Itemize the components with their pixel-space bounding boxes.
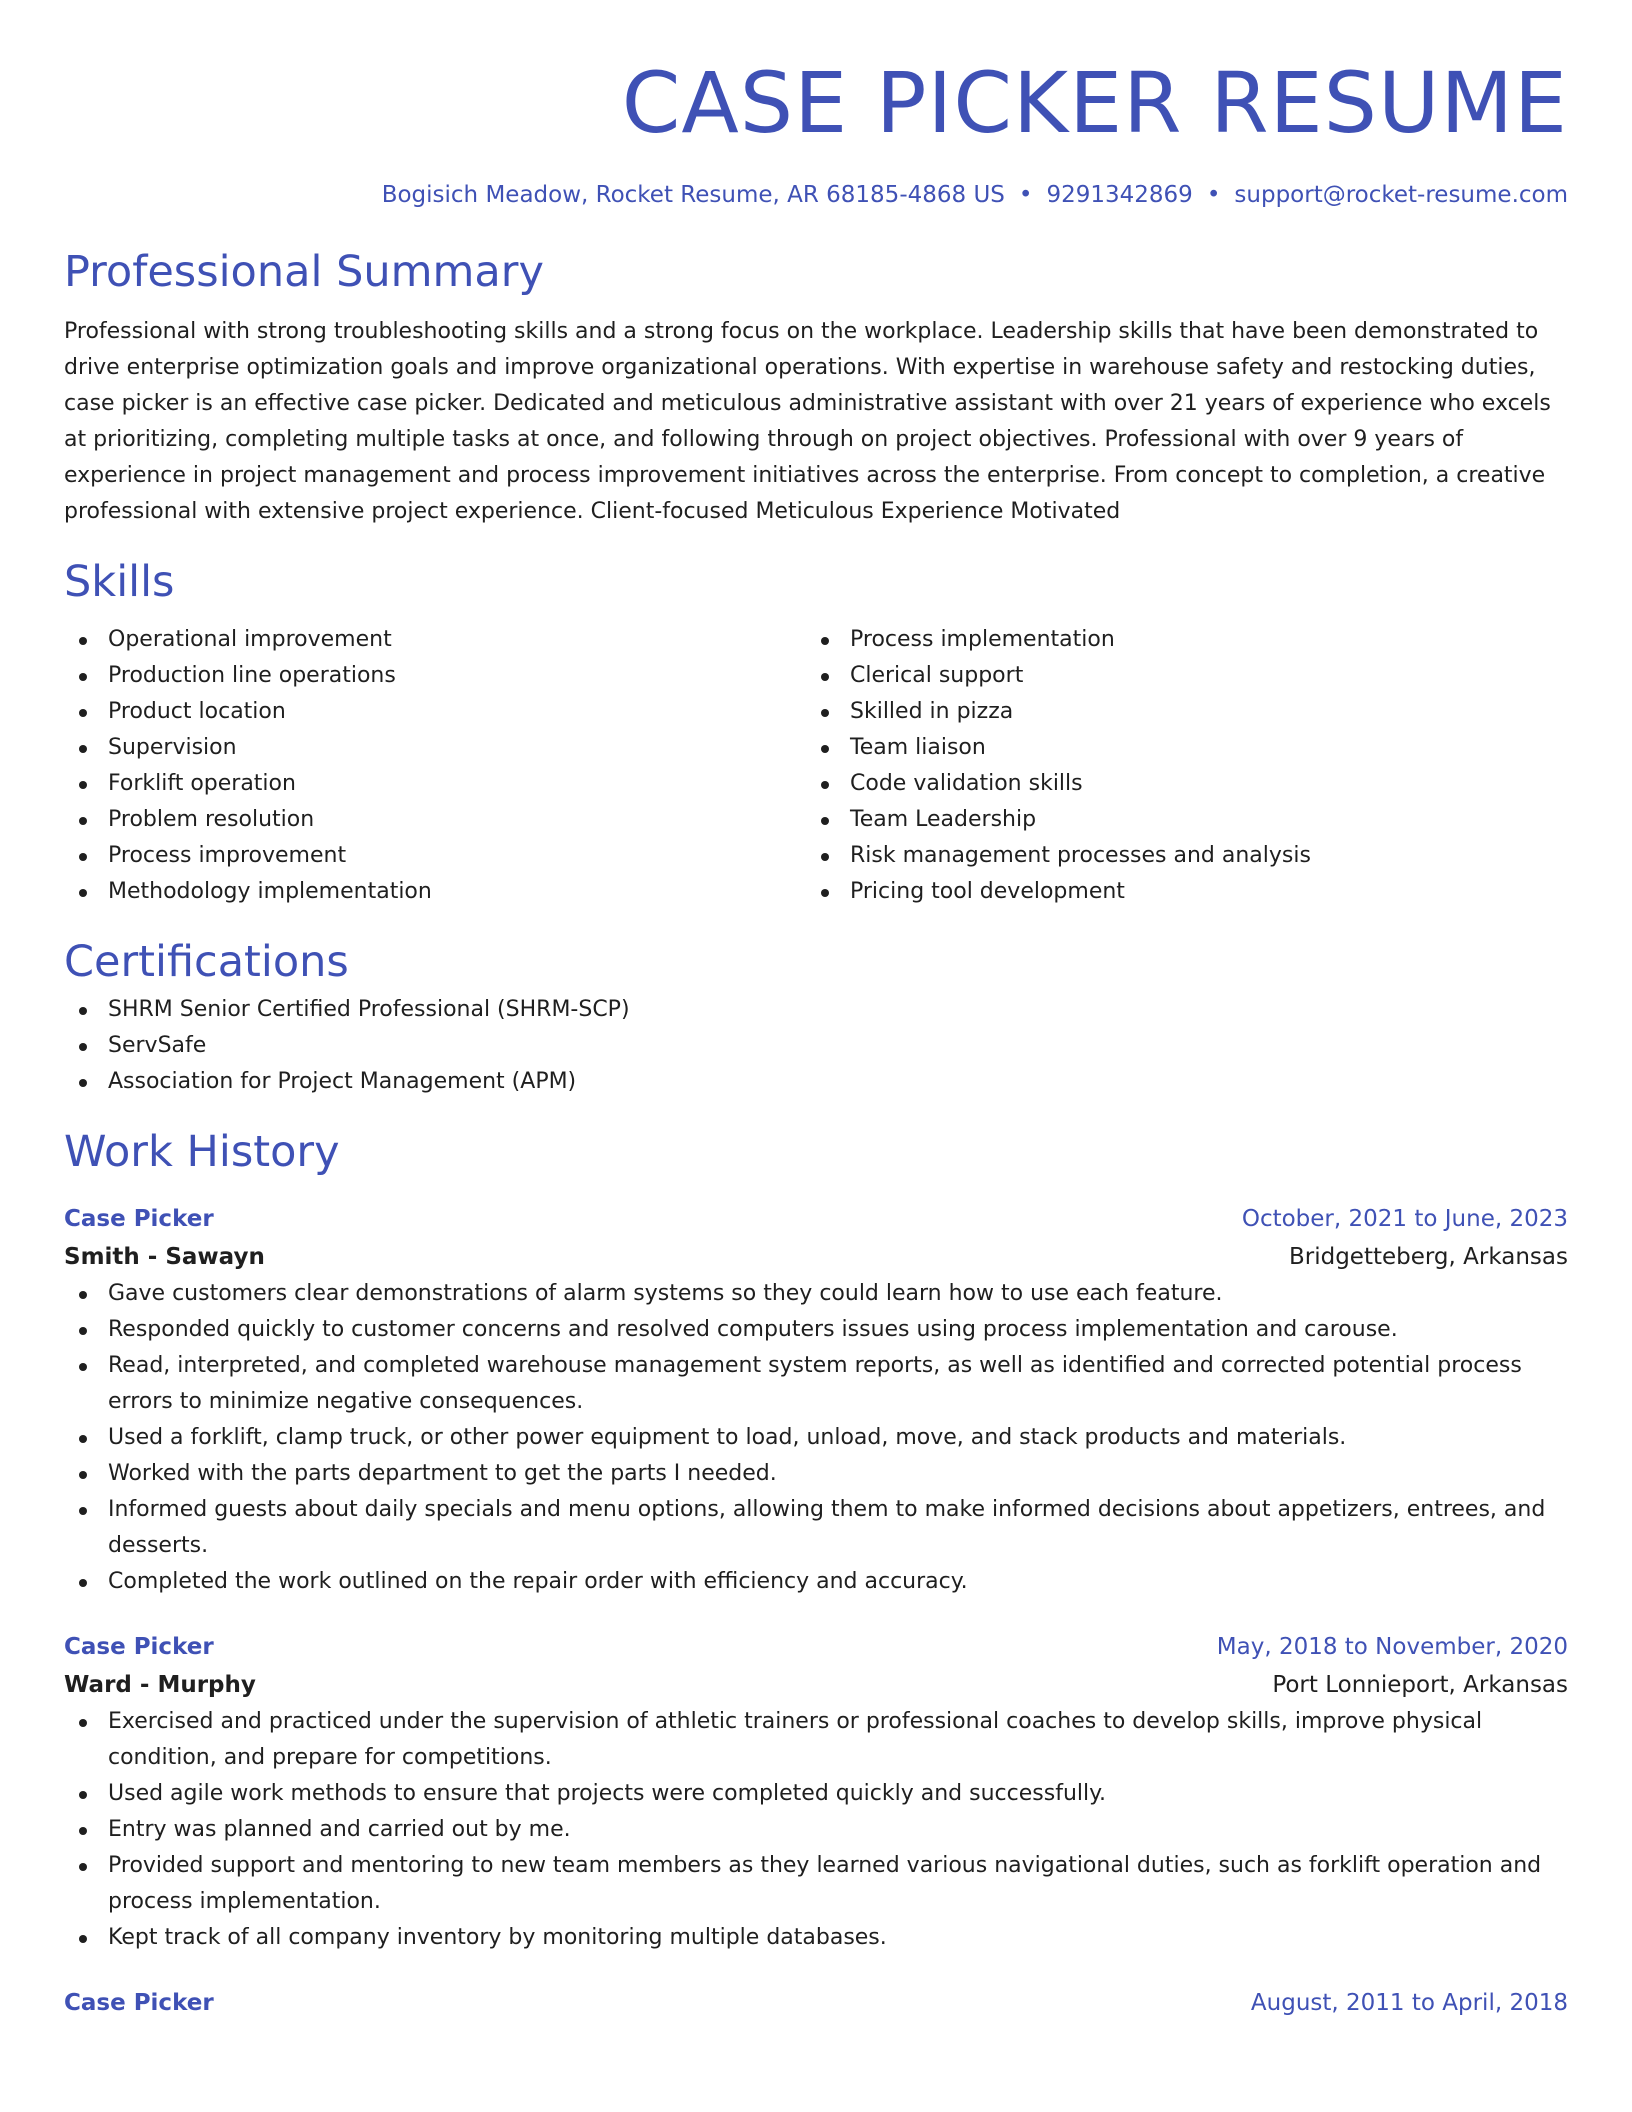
job-company: Ward - Murphy: [64, 1672, 256, 1698]
job-bullet: Responded quickly to customer concerns and resolved computers issues using process implementation and carouse.: [64, 1312, 1568, 1348]
skill-item: Skilled in pizza: [806, 694, 1548, 730]
job-bullet: Read, interpreted, and completed warehouse management system reports, as well as identified and corrected potential process errors to minimize negative consequences.: [64, 1348, 1568, 1420]
skill-item: Operational improvement: [64, 622, 806, 658]
certifications-list: [64, 992, 1568, 1100]
job-dates: August, 2011 to April, 2018: [1250, 1990, 1568, 2016]
job-bullet: Informed guests about daily specials and menu options, allowing them to make informed decisions about appetizers, entrees, and desserts.: [64, 1492, 1568, 1564]
skills-list-left: [64, 622, 806, 910]
skill-item: Clerical support: [806, 658, 1548, 694]
skill-item: Process implementation: [806, 622, 1548, 658]
job-dates: October, 2021 to June, 2023: [1241, 1206, 1568, 1232]
certification-item: SHRM Senior Certified Professional (SHRM-SCP): [64, 992, 1568, 1028]
job-bullet-list: [64, 1704, 1568, 1956]
skills-list-right: [806, 622, 1548, 910]
skills-column-right: [806, 622, 1548, 910]
job-bullet: Gave customers clear demonstrations of alarm systems so they could learn how to use each feature.: [64, 1276, 1568, 1312]
summary-text: Professional with strong troubleshooting skills and a strong focus on the workplace. Leadership skills that have been demonstrated to drive enterprise optimization goals and improve organizational operations. With expertise in warehouse safety and restocking duties, case picker is an effective case picker. Dedicated and meticulous administrative assistant with over 21 years of experience who excels at prioritizing, completing multiple tasks at once, and following through on project objectives. Professional with over 9 years of experience in project management and process improvement initiatives across the enterprise. From concept to completion, a creative professional with extensive project experience. Client-focused Meticulous Experience Motivated: [64, 319, 1551, 524]
job-title: Case Picker: [64, 1990, 214, 2016]
skill-item: Team liaison: [806, 730, 1548, 766]
summary-section: [64, 242, 1568, 530]
job-company-row: [64, 1238, 1568, 1276]
job-dates: May, 2018 to November, 2020: [1216, 1634, 1568, 1660]
job-header-row: [64, 1628, 1568, 1666]
skill-item: Product location: [64, 694, 806, 730]
skills-column-left: [64, 622, 806, 910]
job-header-row: [64, 1984, 1568, 2022]
work-history-section: [64, 1122, 1568, 2022]
job-bullet: Used agile work methods to ensure that projects were completed quickly and successfully.: [64, 1776, 1568, 1812]
certification-item: ServSafe: [64, 1028, 1568, 1064]
skill-item: Risk management processes and analysis: [806, 838, 1548, 874]
skill-item: Production line operations: [64, 658, 806, 694]
skill-item: Problem resolution: [64, 802, 806, 838]
certification-item: Association for Project Management (APM): [64, 1064, 1568, 1100]
skills-section: [64, 552, 1568, 910]
skill-item: Forklift operation: [64, 766, 806, 802]
job-bullet: Completed the work outlined on the repair order with efficiency and accuracy.: [64, 1564, 1568, 1600]
skill-item: Methodology implementation: [64, 874, 806, 910]
job-bullet-list: [64, 1276, 1568, 1600]
work-history-heading: Work History: [64, 1127, 340, 1177]
contact-email[interactable]: support@rocket-resume.com: [1234, 182, 1568, 208]
job-company-row: [64, 1666, 1568, 1704]
summary-heading: Professional Summary: [64, 247, 544, 297]
job-bullet: Kept track of all company inventory by monitoring multiple databases.: [64, 1920, 1568, 1956]
skills-grid: [64, 622, 1568, 910]
resume-title: CASE PICKER RESUME: [621, 54, 1568, 152]
job-title: Case Picker: [64, 1634, 214, 1660]
skills-heading: Skills: [64, 557, 175, 607]
certifications-section: [64, 932, 1568, 1100]
job-entry: [64, 1984, 1568, 2022]
skill-item: Team Leadership: [806, 802, 1548, 838]
job-header-row: [64, 1200, 1568, 1238]
job-location: Port Lonnieport, Arkansas: [1272, 1672, 1568, 1698]
certifications-heading: Certifications: [64, 937, 349, 987]
skill-item: Pricing tool development: [806, 874, 1548, 910]
job-bullet: Entry was planned and carried out by me.: [64, 1812, 1568, 1848]
contact-separator: •: [1018, 182, 1033, 208]
skill-item: Supervision: [64, 730, 806, 766]
contact-address: Bogisich Meadow, Rocket Resume, AR 68185-4868 US: [381, 182, 1005, 208]
job-bullet: Provided support and mentoring to new team members as they learned various navigational duties, such as forklift operation and process implementation.: [64, 1848, 1568, 1920]
job-entry: [64, 1628, 1568, 1956]
contact-separator: •: [1206, 182, 1221, 208]
job-bullet: Worked with the parts department to get the parts I needed.: [64, 1456, 1568, 1492]
job-company: Smith - Sawayn: [64, 1244, 265, 1270]
skill-item: Process improvement: [64, 838, 806, 874]
contact-line: [64, 178, 1568, 212]
job-bullet: Exercised and practiced under the supervision of athletic trainers or professional coaches to develop skills, improve physical condition, and prepare for competitions.: [64, 1704, 1568, 1776]
skill-item: Code validation skills: [806, 766, 1548, 802]
resume-header: [64, 0, 1568, 212]
job-title: Case Picker: [64, 1206, 214, 1232]
job-location: Bridgetteberg, Arkansas: [1288, 1244, 1568, 1270]
contact-phone: 9291342869: [1046, 182, 1193, 208]
job-entry: [64, 1200, 1568, 1600]
job-bullet: Used a forklift, clamp truck, or other power equipment to load, unload, move, and stack products and materials.: [64, 1420, 1568, 1456]
